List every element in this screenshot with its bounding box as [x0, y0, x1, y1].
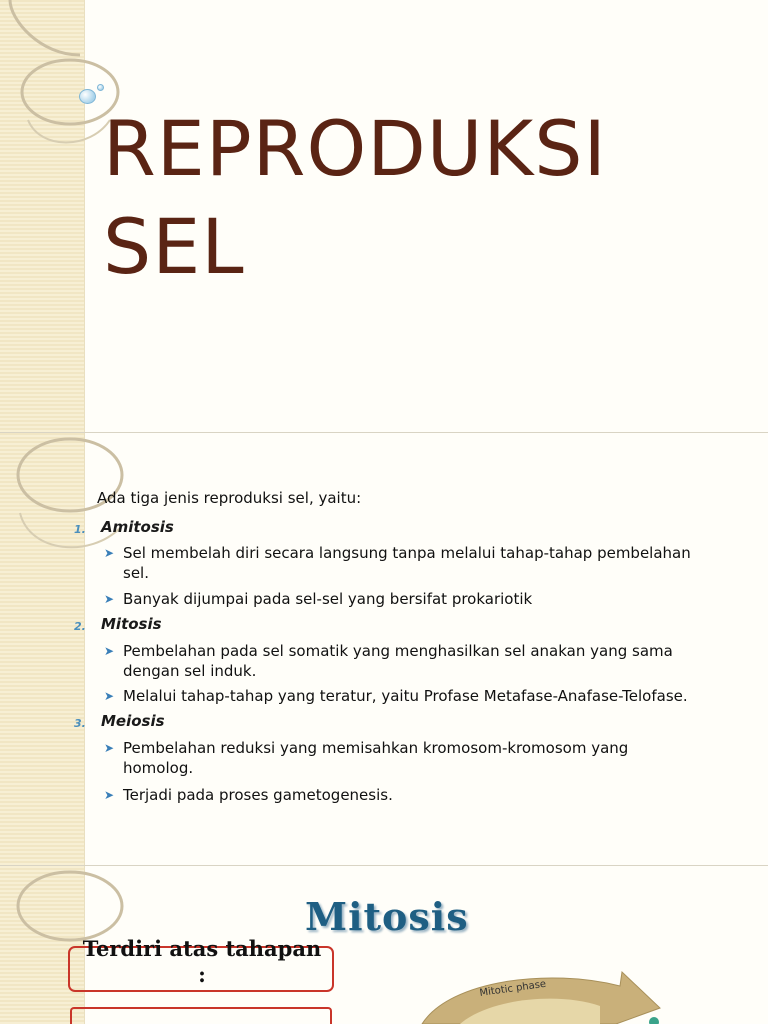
arrow-bullet-icon: ➤: [104, 644, 115, 658]
mitosis-title: Mitosis: [305, 894, 469, 939]
title-line-2: SEL: [103, 202, 245, 291]
slide-mitosis: [0, 866, 768, 1024]
types-content: [0, 433, 768, 865]
bullet-text: Melalui tahap-tahap yang teratur, yaitu Profase Metafase-Anafase-Telofase.: [123, 687, 688, 705]
bullet-text: Pembelahan pada sel somatik yang menghasilkan sel anakan yang sama dengan sel induk.: [123, 642, 673, 680]
type-heading-amitosis: Amitosis: [101, 518, 174, 536]
slide-title: [0, 0, 768, 432]
arrow-bullet-icon: ➤: [104, 788, 115, 802]
type-heading-mitosis: Mitosis: [101, 615, 162, 633]
arrow-bullet-icon: ➤: [104, 741, 115, 755]
bullet-text: Sel membelah diri secara langsung tanpa melalui tahap-tahap pembelahan sel.: [123, 544, 691, 582]
arrow-bullet-icon: ➤: [104, 689, 115, 703]
stages-list-box: [70, 1007, 332, 1024]
bullet-text: Banyak dijumpai pada sel-sel yang bersifat prokariotik: [123, 590, 533, 608]
type-heading-meiosis: Meiosis: [101, 712, 165, 730]
bubble-icon: [97, 84, 104, 91]
bullet-item: [104, 686, 694, 706]
arrow-bullet-icon: ➤: [104, 546, 115, 560]
bullet-item: [104, 785, 694, 805]
slide-title-text: [103, 100, 723, 296]
cell-cycle-diagram: [410, 962, 710, 1024]
list-number: 3.: [74, 717, 86, 730]
bullet-text: Terjadi pada proses gametogenesis.: [123, 786, 393, 804]
bullet-item: [104, 738, 694, 778]
slide-types: [0, 433, 768, 865]
bullet-item: [104, 641, 694, 681]
stages-box-text: Terdiri atas tahapan :: [82, 936, 322, 987]
arrow-bullet-icon: ➤: [104, 592, 115, 606]
bullet-item: [104, 543, 694, 583]
diagram-marker-icon: [649, 1017, 659, 1024]
bubble-icon: [79, 89, 96, 104]
title-line-1: REPRODUKSI: [103, 104, 607, 193]
bullet-item: [104, 589, 694, 609]
diagram-label: Mitotic phase: [478, 978, 547, 999]
intro-text: Ada tiga jenis reproduksi sel, yaitu:: [97, 489, 362, 507]
bullet-text: Pembelahan reduksi yang memisahkan kromosom-kromosom yang homolog.: [123, 739, 629, 777]
list-number: 1.: [74, 523, 86, 536]
list-number: 2.: [74, 620, 86, 633]
